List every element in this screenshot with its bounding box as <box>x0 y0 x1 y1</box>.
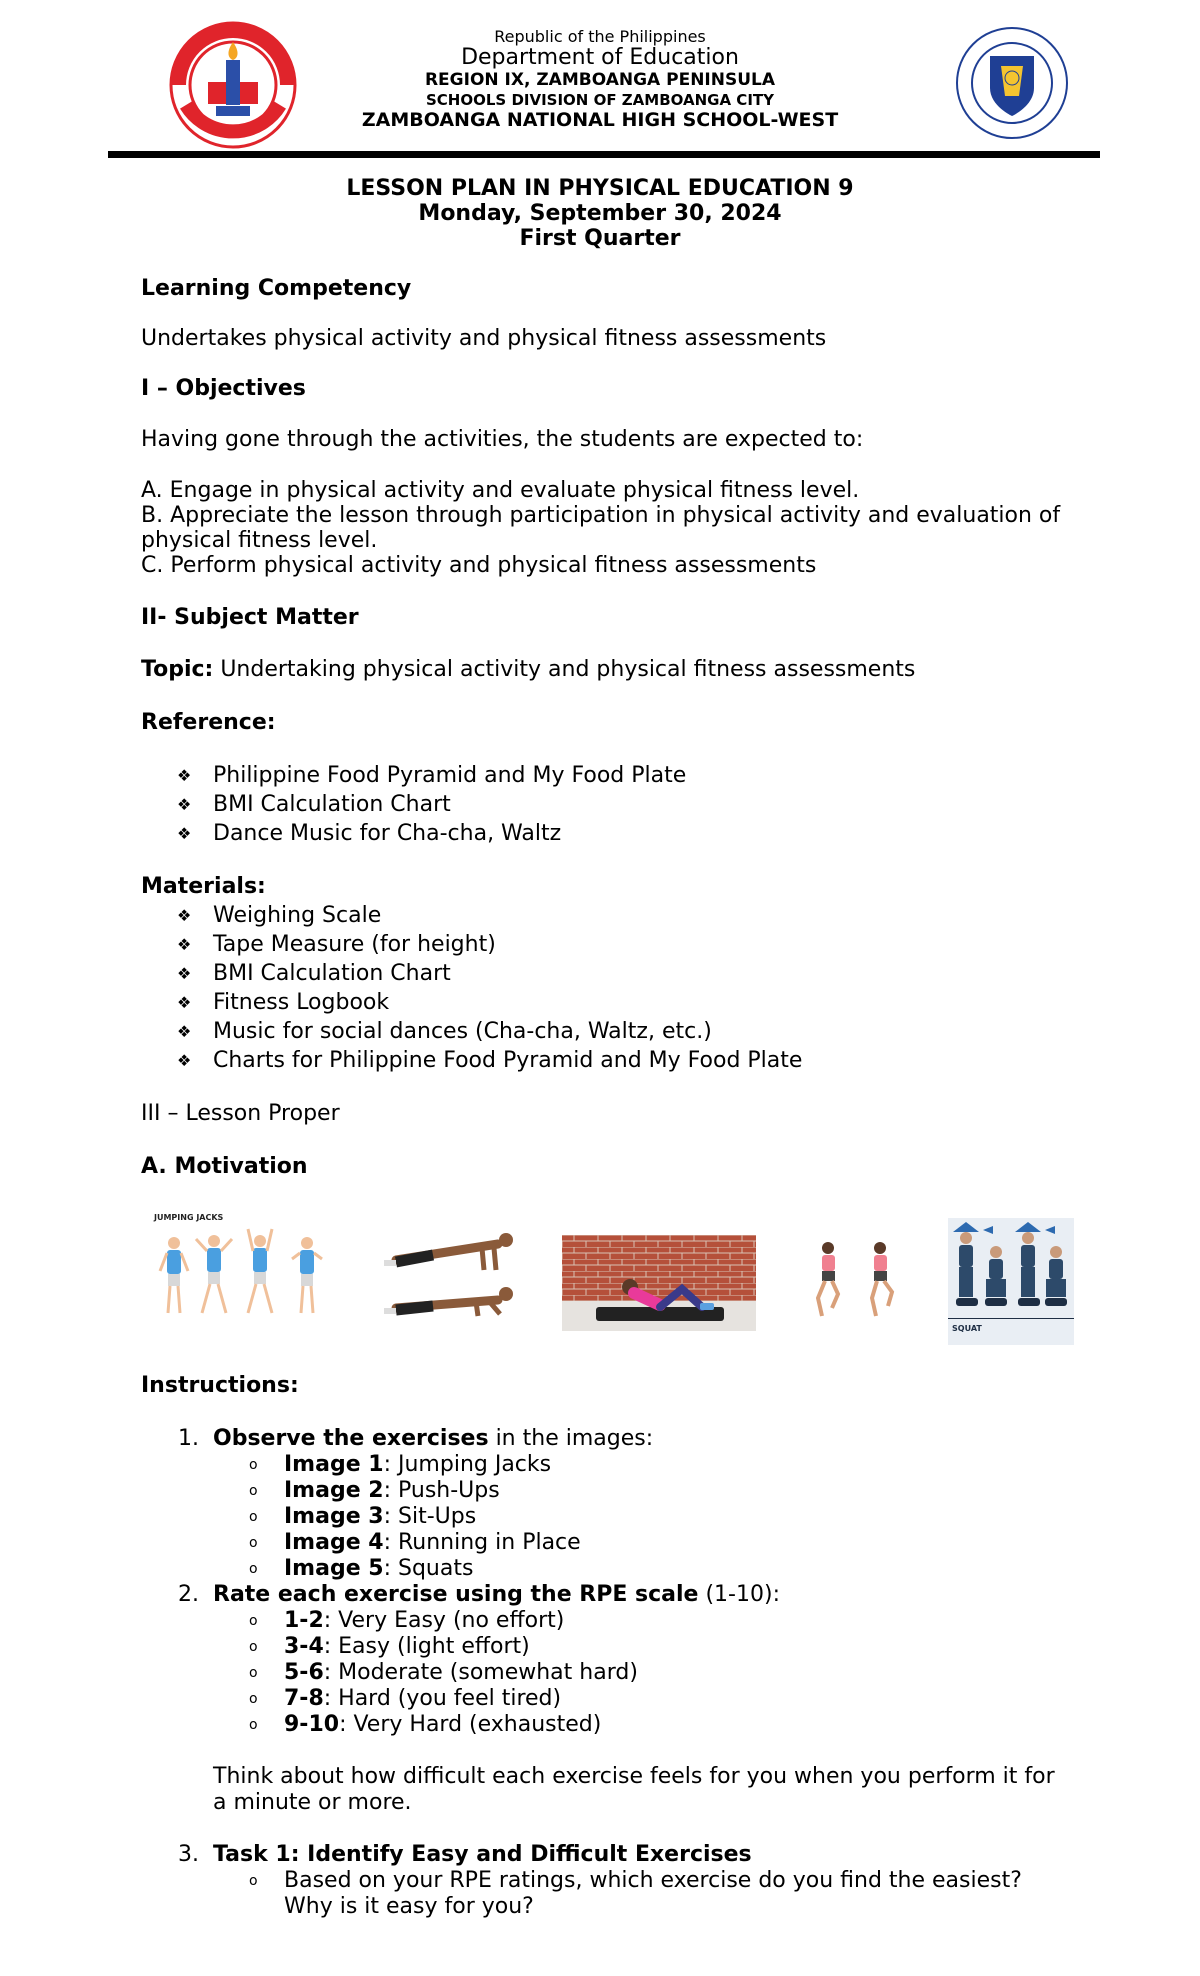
circle-bullet-icon: o <box>249 1691 258 1707</box>
step-2-bold: Rate each exercise using the RPE scale <box>213 1582 699 1607</box>
diamond-bullet-icon: ❖ <box>177 766 192 785</box>
think-line-1: Think about how difficult each exercise feels for you when you perform it for <box>213 1764 1055 1789</box>
circle-bullet-icon: o <box>249 1873 258 1889</box>
material-item: Music for social dances (Cha-cha, Waltz, etc.) <box>213 1019 712 1044</box>
task1-question-line1: Based on your RPE ratings, which exercise do you find the easiest? <box>284 1868 1022 1893</box>
image-text: : Jumping Jacks <box>383 1452 552 1477</box>
image-label: Image 2 <box>284 1478 384 1503</box>
circle-bullet-icon: o <box>249 1535 258 1551</box>
step-number: 2. <box>178 1582 199 1607</box>
image-list-item <box>284 1556 473 1582</box>
reference-item: BMI Calculation Chart <box>213 792 451 817</box>
task1-question-line2: Why is it easy for you? <box>284 1894 534 1919</box>
materials-label: Materials: <box>141 874 266 899</box>
subject-heading: II- Subject Matter <box>141 605 359 630</box>
rpe-desc: : Very Hard (exhausted) <box>339 1712 602 1737</box>
rpe-desc: : Easy (light effort) <box>323 1634 530 1659</box>
rpe-scale-item <box>284 1608 564 1634</box>
rpe-desc: : Very Easy (no effort) <box>323 1608 565 1633</box>
material-item: Weighing Scale <box>213 903 382 928</box>
circle-bullet-icon: o <box>249 1483 258 1499</box>
step-3-task-title: Task 1: Identify Easy and Difficult Exercises <box>213 1842 752 1867</box>
lesson-quarter: First Quarter <box>519 226 681 251</box>
step-1-bold: Observe the exercises <box>213 1426 489 1451</box>
squats-image <box>948 1218 1074 1345</box>
circle-bullet-icon: o <box>249 1561 258 1577</box>
competency-heading: Learning Competency <box>141 276 412 301</box>
image-text: : Running in Place <box>383 1530 581 1555</box>
division-line: SCHOOLS DIVISION OF ZAMBOANGA CITY <box>426 91 774 109</box>
image-list-item <box>284 1530 581 1556</box>
rpe-desc: : Moderate (somewhat hard) <box>323 1660 638 1685</box>
rpe-scale-item <box>284 1712 601 1738</box>
reference-label: Reference: <box>141 710 276 735</box>
circle-bullet-icon: o <box>249 1717 258 1733</box>
image-list-item <box>284 1504 476 1530</box>
department-line: Department of Education <box>461 45 739 70</box>
rpe-range: 7-8 <box>284 1686 324 1711</box>
squats-caption: SQUAT <box>952 1324 982 1333</box>
rpe-range: 3-4 <box>284 1634 324 1659</box>
diamond-bullet-icon: ❖ <box>177 906 192 925</box>
rpe-scale-item <box>284 1634 530 1660</box>
image-label: Image 4 <box>284 1530 384 1555</box>
circle-bullet-icon: o <box>249 1509 258 1525</box>
instructions-label: Instructions: <box>141 1373 299 1398</box>
circle-bullet-icon: o <box>249 1613 258 1629</box>
material-item: Charts for Philippine Food Pyramid and My Food Plate <box>213 1048 803 1073</box>
objective-b-line2: physical fitness level. <box>141 528 378 553</box>
push-ups-image <box>378 1222 530 1326</box>
material-item: Tape Measure (for height) <box>213 932 496 957</box>
image-text: : Sit-Ups <box>383 1504 477 1529</box>
lesson-proper-heading: III – Lesson Proper <box>141 1101 340 1126</box>
objective-a: A. Engage in physical activity and evaluate physical fitness level. <box>141 478 860 503</box>
step-number: 3. <box>178 1842 199 1867</box>
topic-text: Undertaking physical activity and physical fitness assessments <box>220 657 916 682</box>
image-label: Image 1 <box>284 1452 384 1477</box>
diamond-bullet-icon: ❖ <box>177 824 192 843</box>
step-1 <box>213 1426 653 1452</box>
topic-line <box>141 657 915 683</box>
circle-bullet-icon: o <box>249 1457 258 1473</box>
rpe-desc: : Hard (you feel tired) <box>323 1686 562 1711</box>
diamond-bullet-icon: ❖ <box>177 795 192 814</box>
sit-ups-image <box>562 1235 756 1331</box>
rpe-range: 9-10 <box>284 1712 340 1737</box>
material-item: BMI Calculation Chart <box>213 961 451 986</box>
objectives-intro: Having gone through the activities, the students are expected to: <box>141 427 864 452</box>
running-in-place-image <box>808 1236 908 1332</box>
image-text: : Push-Ups <box>383 1478 500 1503</box>
header-divider <box>108 151 1100 158</box>
competency-text: Undertakes physical activity and physical fitness assessments <box>141 326 827 351</box>
circle-bullet-icon: o <box>249 1639 258 1655</box>
motivation-heading: A. Motivation <box>141 1154 308 1179</box>
objective-c: C. Perform physical activity and physical fitness assessments <box>141 553 817 578</box>
topic-label: Topic: <box>141 657 214 682</box>
school-line: ZAMBOANGA NATIONAL HIGH SCHOOL-WEST <box>361 109 839 131</box>
diamond-bullet-icon: ❖ <box>177 964 192 983</box>
diamond-bullet-icon: ❖ <box>177 1051 192 1070</box>
diamond-bullet-icon: ❖ <box>177 935 192 954</box>
step-1-rest: in the images: <box>488 1426 654 1451</box>
jumping-jacks-caption: JUMPING JACKS <box>154 1213 224 1222</box>
material-item: Fitness Logbook <box>213 990 390 1015</box>
objectives-heading: I – Objectives <box>141 376 306 401</box>
lesson-plan-title: LESSON PLAN IN PHYSICAL EDUCATION 9 <box>346 176 854 201</box>
region-line: REGION IX, ZAMBOANGA PENINSULA <box>424 70 776 90</box>
lesson-date: Monday, September 30, 2024 <box>418 201 782 226</box>
image-list-item <box>284 1478 500 1504</box>
step-2-rest: (1-10): <box>698 1582 780 1607</box>
objective-b-line1: B. Appreciate the lesson through participation in physical activity and evaluation of <box>141 503 1061 528</box>
diamond-bullet-icon: ❖ <box>177 1022 192 1041</box>
republic-line: Republic of the Philippines <box>494 27 706 46</box>
diamond-bullet-icon: ❖ <box>177 993 192 1012</box>
image-label: Image 3 <box>284 1504 384 1529</box>
rpe-range: 5-6 <box>284 1660 324 1685</box>
step-number: 1. <box>178 1426 199 1451</box>
reference-item: Philippine Food Pyramid and My Food Plate <box>213 763 687 788</box>
step-2 <box>213 1582 780 1608</box>
image-label: Image 5 <box>284 1556 384 1581</box>
image-text: : Squats <box>383 1556 474 1581</box>
rpe-scale-item <box>284 1686 561 1712</box>
rpe-scale-item <box>284 1660 638 1686</box>
think-line-2: a minute or more. <box>213 1790 412 1815</box>
jumping-jacks-image <box>152 1213 332 1323</box>
rpe-range: 1-2 <box>284 1608 324 1633</box>
image-list-item <box>284 1452 551 1478</box>
reference-item: Dance Music for Cha-cha, Waltz <box>213 821 562 846</box>
circle-bullet-icon: o <box>249 1665 258 1681</box>
